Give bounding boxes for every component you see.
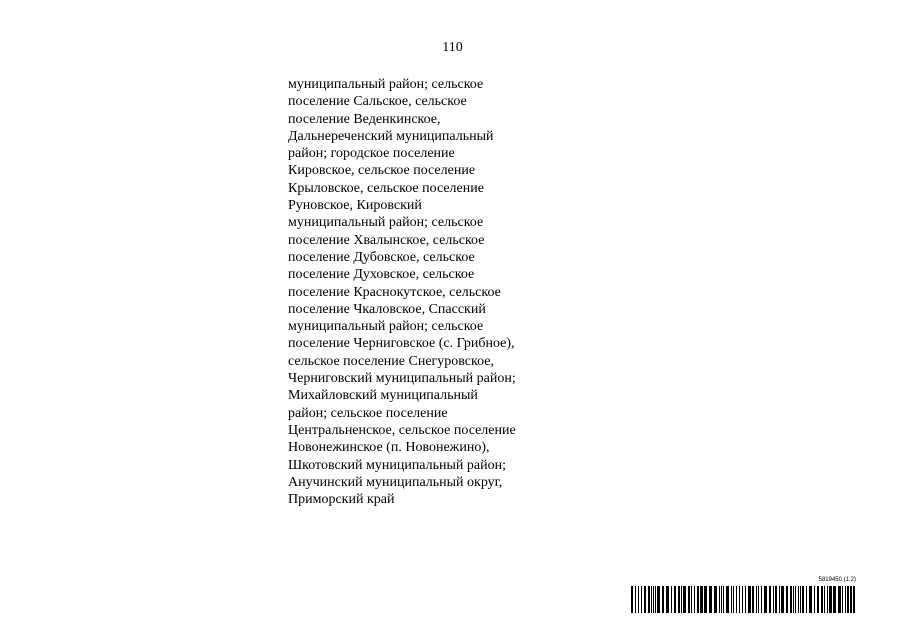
- text-line: Черниговский муниципальный район;: [288, 371, 516, 387]
- text-line: Дальнереченский муниципальный: [288, 128, 494, 144]
- text-line: район; сельское поселение: [288, 405, 448, 421]
- text-line: муниципальный район; сельское: [288, 77, 484, 92]
- text-line: поселение Дубовское, сельское: [288, 249, 475, 265]
- text-line: поселение Веденкинское,: [288, 111, 441, 127]
- text-line: поселение Духовское, сельское: [288, 267, 475, 283]
- text-line: сельское поселение Снегуровское,: [288, 353, 495, 369]
- barcode-block: [631, 577, 856, 613]
- text-line: Новонежинское (п. Новонежино),: [288, 440, 490, 456]
- text-line: Центральненское, сельское поселение: [288, 422, 516, 438]
- text-line: Руновское, Кировский: [288, 198, 422, 214]
- text-line: район; городское поселение: [288, 146, 455, 162]
- text-line: Анучинский муниципальный округ,: [288, 474, 503, 490]
- text-line: поселение Краснокутское, сельское: [288, 284, 501, 300]
- text-line: муниципальный район; сельское: [288, 319, 484, 335]
- text-line: Приморский край: [288, 492, 395, 508]
- page-number: 110: [442, 40, 463, 55]
- text-line: Шкотовский муниципальный район;: [288, 457, 506, 473]
- text-line: поселение Черниговское (с. Грибное),: [288, 336, 515, 352]
- text-line: Крыловское, сельское поселение: [288, 180, 484, 196]
- body-text: [288, 76, 588, 508]
- barcode-icon: [631, 586, 856, 613]
- text-line: поселение Чкаловское, Спасский: [288, 301, 486, 317]
- text-line: поселение Сальское, сельское: [288, 94, 467, 110]
- barcode-caption: 5819450 (1.2): [818, 577, 856, 583]
- text-line: муниципальный район; сельское: [288, 215, 484, 231]
- text-line: поселение Хвалынское, сельское: [288, 232, 485, 248]
- text-line: Михайловский муниципальный: [288, 388, 478, 404]
- text-line: Кировское, сельское поселение: [288, 163, 476, 179]
